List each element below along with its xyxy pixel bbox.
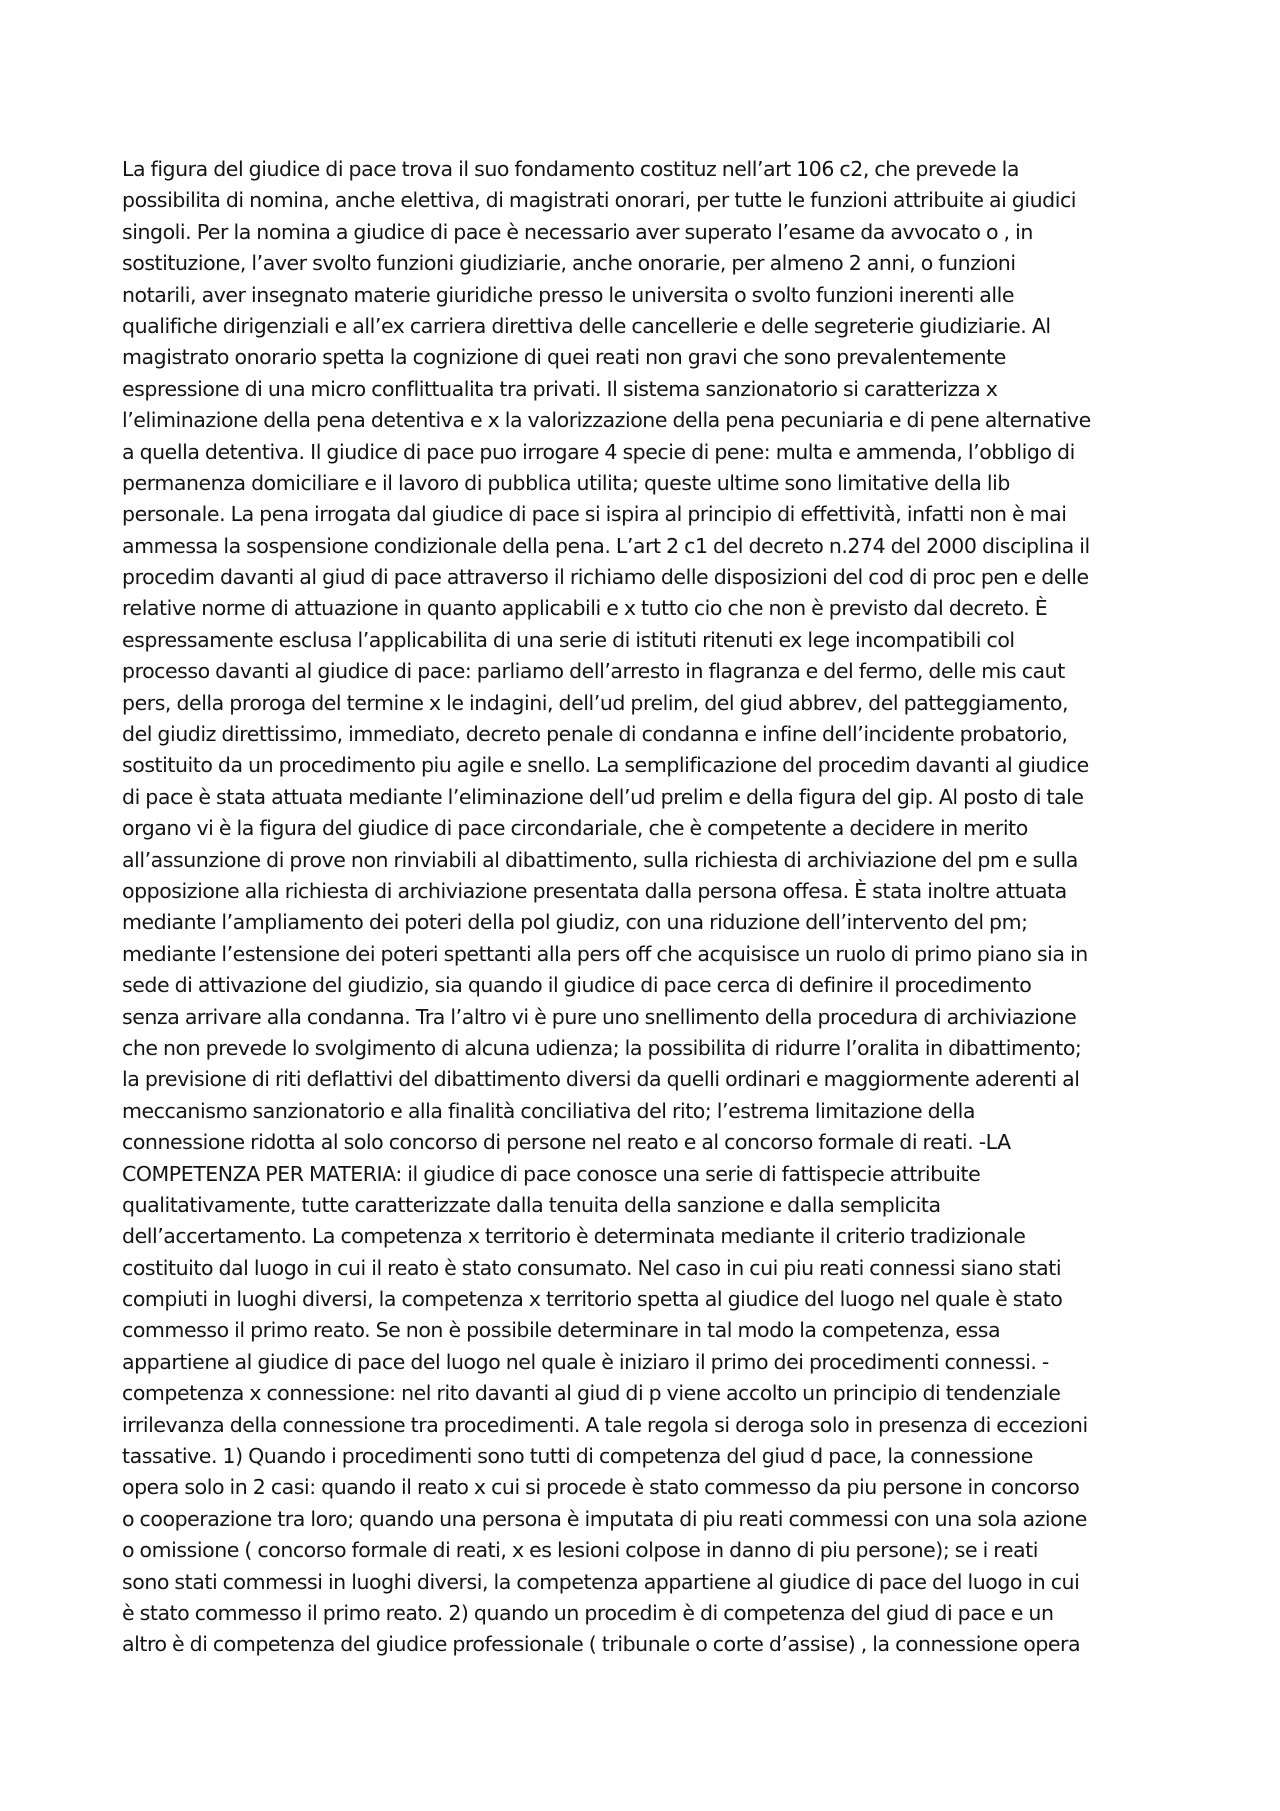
text-line: possibilita di nomina, anche elettiva, di magistrati onorari, per tutte le funzioni attribuite ai giudici (122, 188, 1077, 213)
text-line: magistrato onorario spetta la cognizione di quei reati non gravi che sono prevalentemente (122, 345, 1006, 370)
text-line: opera solo in 2 casi: quando il reato x cui si procede è stato commesso da piu persone in concorso (122, 1475, 1080, 1500)
text-line: qualifiche dirigenziali e all’ex carriera direttiva delle cancellerie e delle segreterie giudiziarie. Al (122, 313, 1051, 338)
text-line: La figura del giudice di pace trova il suo fondamento costituz nell’art 106 c2, che prevede la (122, 157, 1019, 181)
text-line: la previsione di riti deflattivi del dibattimento diversi da quelli ordinari e maggiormente aderenti al (122, 1067, 1080, 1092)
text-line: sono stati commessi in luoghi diversi, la competenza appartiene al giudice di pace del luogo in cui (122, 1569, 1080, 1594)
text-line: competenza x connessione: nel rito davanti al giud di p viene accolto un principio di tendenziale (122, 1381, 1061, 1406)
text-line: sostituito da un procedimento piu agile e snello. La semplificazione del procedim davanti al giudice (122, 753, 1089, 778)
text-line: o omissione ( concorso formale di reati, x es lesioni colpose in danno di piu persone); se i reati (122, 1538, 1038, 1563)
text-line: espressione di una micro conflittualita tra privati. Il sistema sanzionatorio si caratterizza x (122, 376, 998, 401)
text-line: tassative. 1) Quando i procedimenti sono tutti di competenza del giud d pace, la connessione (122, 1444, 1033, 1469)
text-line: appartiene al giudice di pace del luogo nel quale è iniziaro il primo dei procedimenti connessi. - (122, 1349, 1049, 1374)
text-line: costituito dal luogo in cui il reato è stato consumato. Nel caso in cui piu reati connessi siano stati (122, 1255, 1062, 1280)
text-line: organo vi è la figura del giudice di pace circondariale, che è competente a decidere in merito (122, 816, 1028, 841)
text-line: altro è di competenza del giudice professionale ( tribunale o corte d’assise) , la connessione opera (122, 1632, 1081, 1657)
text-line: qualitativamente, tutte caratterizzate dalla tenuita della sanzione e dalla semplicita (122, 1192, 941, 1217)
text-line: o cooperazione tra loro; quando una persona è imputata di piu reati commessi con una sola azione (122, 1506, 1087, 1531)
text-line: all’assunzione di prove non rinviabili al dibattimento, sulla richiesta di archiviazione del pm e sulla (122, 847, 1078, 872)
text-line: pers, della proroga del termine x le indagini, dell’ud prelim, del giud abbrev, del patteggiamento, (122, 690, 1069, 715)
text-line: del giudiz direttissimo, immediato, decreto penale di condanna e infine dell’incidente probatorio, (122, 722, 1068, 747)
text-line: ammessa la sospensione condizionale della pena. L’art 2 c1 del decreto n.274 del 2000 disciplina il (122, 533, 1090, 558)
body-text (122, 154, 1182, 1661)
text-line: a quella detentiva. Il giudice di pace puo irrogare 4 specie di pene: multa e ammenda, l’obbligo di (122, 439, 1075, 464)
text-line: procedim davanti al giud di pace attraverso il richiamo delle disposizioni del cod di proc pen e delle (122, 565, 1089, 590)
text-line: senza arrivare alla condanna. Tra l’altro vi è pure uno snellimento della procedura di archiviazione (122, 1004, 1077, 1029)
text-line: notarili, aver insegnato materie giuridiche presso le universita o svolto funzioni inerenti alle (122, 282, 1015, 307)
text-line: COMPETENZA PER MATERIA: il giudice di pace conosce una serie di fattispecie attribuite (122, 1161, 981, 1186)
text-line: è stato commesso il primo reato. 2) quando un procedim è di competenza del giud di pace e un (122, 1600, 1054, 1625)
text-line: dell’accertamento. La competenza x territorio è determinata mediante il criterio tradizionale (122, 1224, 1026, 1249)
text-line: singoli. Per la nomina a giudice di pace è necessario aver superato l’esame da avvocato o , in (122, 219, 1033, 244)
text-line: sostituzione, l’aver svolto funzioni giudiziarie, anche onorarie, per almeno 2 anni, o funzioni (122, 251, 1016, 276)
text-line: mediante l’ampliamento dei poteri della pol giudiz, con una riduzione dell’intervento del pm; (122, 910, 1028, 935)
text-line: processo davanti al giudice di pace: parliamo dell’arresto in flagranza e del fermo, delle mis caut (122, 659, 1065, 684)
text-line: mediante l’estensione dei poteri spettanti alla pers off che acquisisce un ruolo di primo piano sia in (122, 941, 1088, 966)
text-line: che non prevede lo svolgimento di alcuna udienza; la possibilita di ridurre l’oralita in dibattimento; (122, 1035, 1082, 1060)
text-line: di pace è stata attuata mediante l’eliminazione dell’ud prelim e della figura del gip. Al posto di tale (122, 784, 1084, 809)
text-line: relative norme di attuazione in quanto applicabili e x tutto cio che non è previsto dal decreto. È (122, 596, 1048, 621)
text-line: opposizione alla richiesta di archiviazione presentata dalla persona offesa. È stata inoltre attuata (122, 878, 1067, 903)
text-line: sede di attivazione del giudizio, sia quando il giudice di pace cerca di definire il procedimento (122, 973, 1032, 998)
text-line: compiuti in luoghi diversi, la competenza x territorio spetta al giudice del luogo nel quale è stato (122, 1287, 1063, 1312)
text-line: l’eliminazione della pena detentiva e x la valorizzazione della pena pecuniaria e di pene alternative (122, 408, 1091, 433)
text-line: meccanismo sanzionatorio e alla finalità conciliativa del rito; l’estrema limitazione della (122, 1098, 975, 1123)
text-line: permanenza domiciliare e il lavoro di pubblica utilita; queste ultime sono limitative della lib (122, 470, 1010, 495)
text-line: espressamente esclusa l’applicabilita di una serie di istituti ritenuti ex lege incompatibili col (122, 627, 1015, 652)
text-line: irrilevanza della connessione tra procedimenti. A tale regola si deroga solo in presenza di eccezioni (122, 1412, 1088, 1437)
text-line: connessione ridotta al solo concorso di persone nel reato e al concorso formale di reati. -LA (122, 1130, 1011, 1155)
text-line: personale. La pena irrogata dal giudice di pace si ispira al principio di effettività, infatti non è mai (122, 502, 1067, 527)
text-line: commesso il primo reato. Se non è possibile determinare in tal modo la competenza, essa (122, 1318, 1001, 1343)
